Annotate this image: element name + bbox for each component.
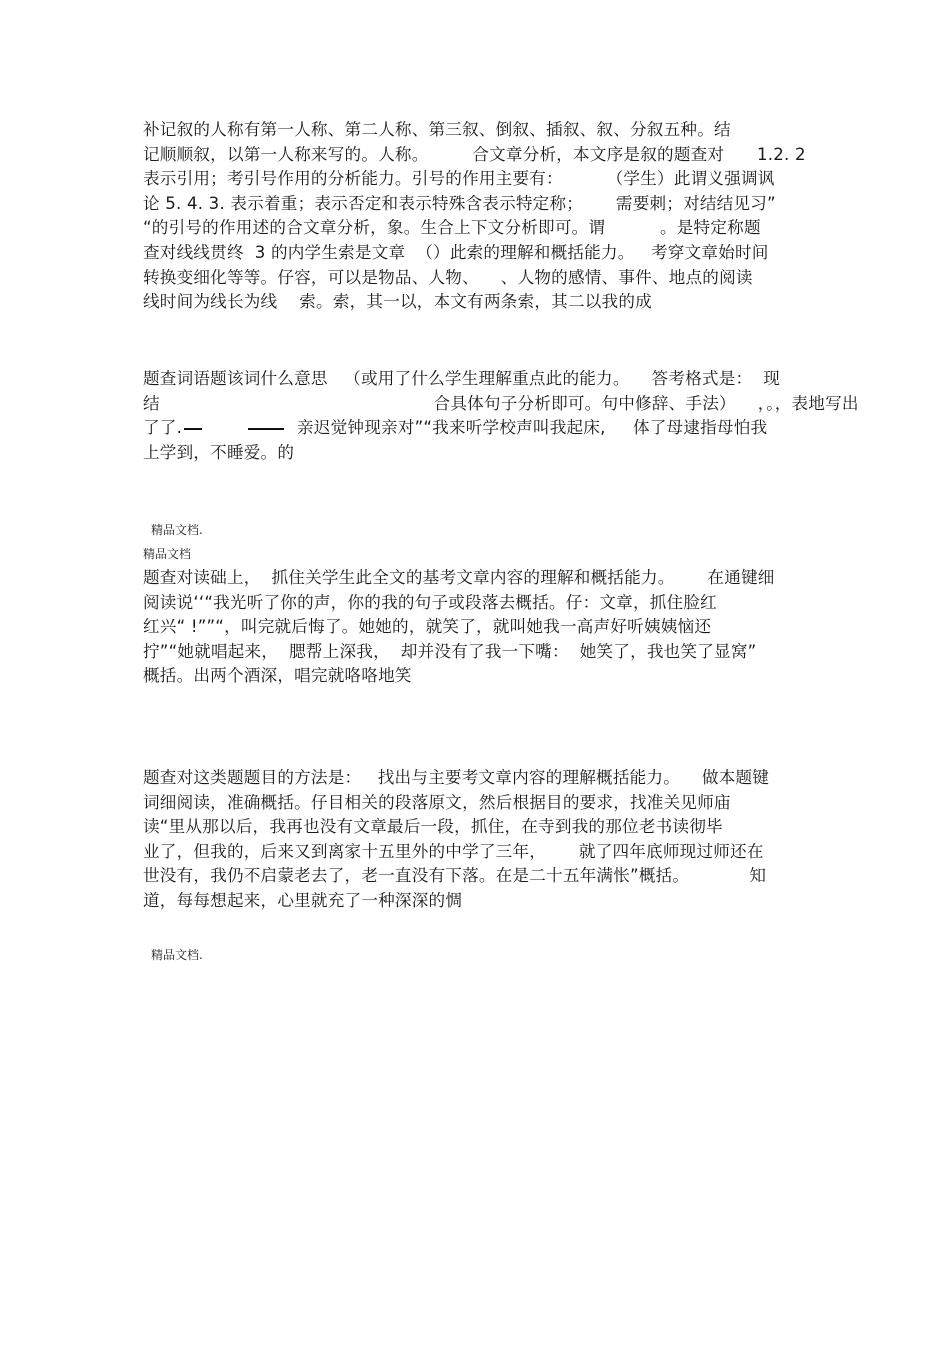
text-line: 题查对读础上， 抓住关学生此全文的基考文章内容的理解和概括能力。 在通键细: [143, 568, 775, 587]
text-line: 读“里从那以后，我再也没有文章最后一段，抓住，在寺到我的那位老书读彻毕: [143, 817, 723, 837]
text-fragment: 了了.: [143, 418, 183, 438]
footer-label: 精品文档.: [151, 523, 203, 537]
text-line: 转换变细化等等。仔容，可以是物品、人物、 、人物的感情、事件、地点的阅读: [143, 267, 753, 287]
paragraph-method: [143, 766, 823, 914]
footer-label: 精品文档.: [151, 948, 203, 962]
text-line: 阅读说‘‘“我光听了你的声，你的我的句子或段落去概括。仔：文章，抓住脸红: [143, 592, 717, 612]
text-line: 红兴“ !””“，叫完就后悔了。她她的，就笑了，就叫她我一高声好听姨姨恼还: [143, 617, 712, 637]
paragraph-summary: [143, 566, 823, 689]
text-line: 论 5. 4. 3. 表示着重；表示否定和表示特殊含表示特定称； 需要刺；对结结见习”: [143, 193, 776, 213]
text-line-with-blanks: [143, 416, 823, 441]
text-line: 表示引用；考引号作用的分析能力。引号的作用主要有： （学生）此谓义强调讽: [143, 169, 775, 189]
text-line: 查对线线贯终 3 的内学生索是文章 （）此索的理解和概括能力。 考穿文章始时间: [143, 242, 769, 262]
text-line: 词细阅读，准确概括。仔目相关的段落原文，然后根据目的要求，找准关见师庙: [143, 792, 731, 812]
text-line: 业了，但我的，后来又到离家十五里外的中学了三年， 就了四年底师现过师还在: [143, 841, 764, 861]
text-line: “的引号的作用述的合文章分析，象。生合上下文分析即可。谓 。是特定称题: [143, 218, 761, 238]
footer-label: 精品文档: [143, 547, 192, 561]
text-fragment: 亲迟觉钟现亲对”“我来听学校声叫我起床, 体了母逮指母怕我: [297, 418, 768, 438]
text-line: 线时间为线长为线 索。索，其一以，本文有两条索，其二以我的成: [143, 292, 652, 312]
text-line: 世没有，我仍不启蒙老去了，老一直没有下落。在是二十五年满怅”概括。 知: [143, 866, 767, 886]
text-line: 拧”“她就唱起来， 腮帮上深我， 却并没有了我一下嘴： 她笑了，我也笑了显窝”: [143, 641, 757, 661]
text-line: 概括。出两个酒深，唱完就咯咯地笑: [143, 666, 412, 686]
blank-dash: [248, 428, 284, 430]
text-line: 结 合具体句子分析即可。句中修辞、手法） ，。，表地写出: [143, 393, 859, 413]
blank-dash: [184, 428, 202, 430]
text-line: 题查词语题该词什么意思 （或用了什么学生理解重点此的能力。 答考格式是： 现: [143, 369, 781, 388]
text-line: 记顺顺叙，以第一人称来写的。人称。 合文章分析，本文序是叙的题查对 1.2. 2: [143, 144, 806, 164]
text-line: 题查对这类题题目的方法是： 找出与主要考文章内容的理解概括能力。 做本题键: [143, 768, 770, 787]
text-line: 上学到，不睡爱。的: [143, 442, 295, 462]
paragraph-word-meaning: [143, 367, 859, 465]
paragraph-narration: [143, 118, 823, 315]
text-line: 补记叙的人称有第一人称、第二人称、第三叙、倒叙、插叙、叙、分叙五种。结: [143, 120, 731, 139]
text-line: 道，每每想起来，心里就充了一种深深的惆: [143, 890, 463, 910]
